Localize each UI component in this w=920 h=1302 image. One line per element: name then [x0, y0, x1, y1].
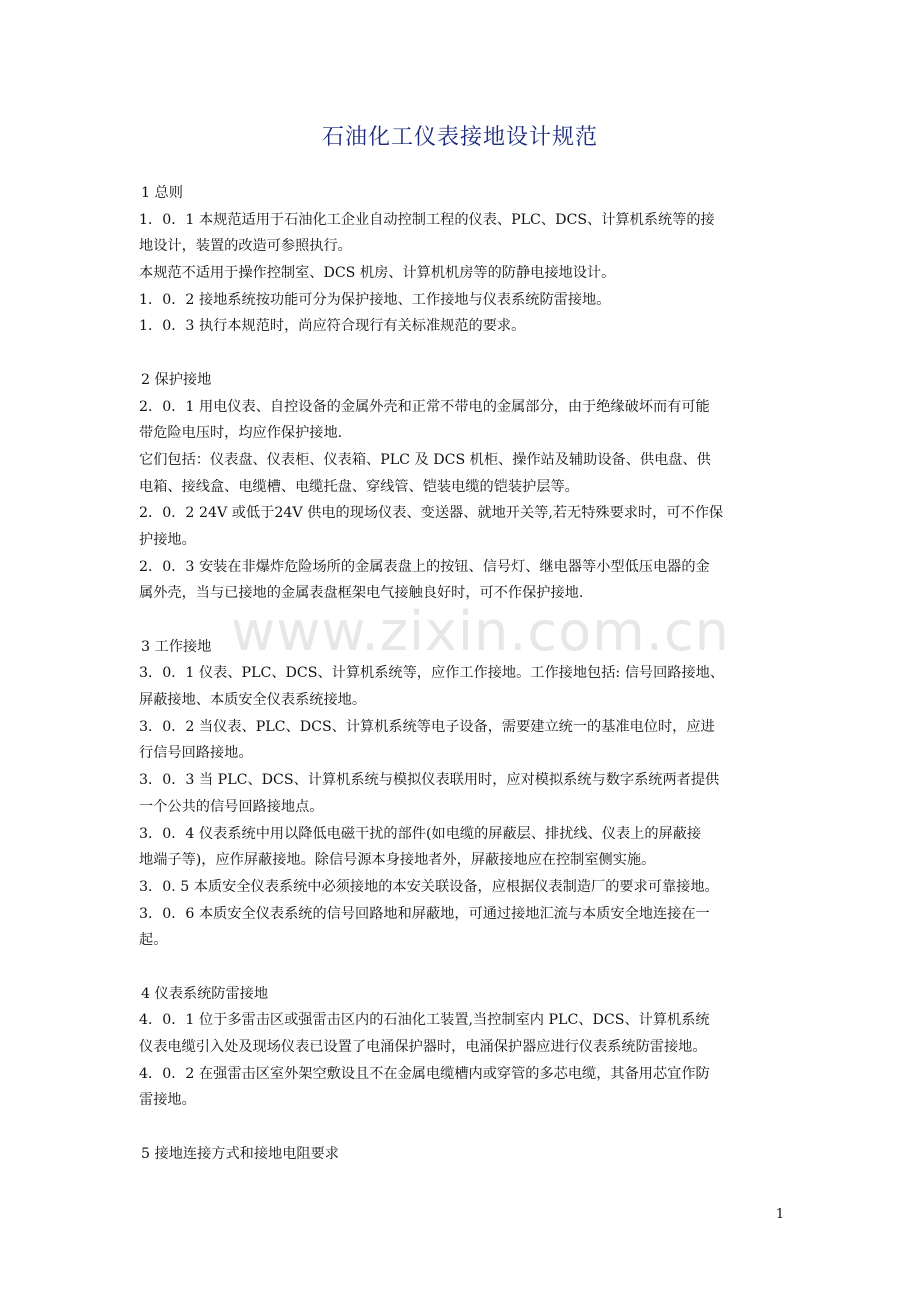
- paragraph-line: 3．0. 5 本质安全仪表系统中必须接地的本安关联设备，应根据仪表制造厂的要求可靠接地。: [139, 878, 719, 895]
- paragraph-line: 4．0．1 位于多雷击区或强雷击区内的石油化工装置,当控制室内 PLC、DCS、计算机系统: [139, 1012, 710, 1029]
- paragraph-line: 雷接地。: [139, 1092, 196, 1109]
- paragraph-line: 起。: [139, 932, 168, 949]
- paragraph-line: 1．0．1 本规范适用于石油化工企业自动控制工程的仪表、PLC、DCS、计算机系统等的接: [139, 211, 715, 228]
- paragraph-line: 地端子等)，应作屏蔽接地。除信号源本身接地者外，屏蔽接地应在控制室侧实施。: [139, 852, 656, 869]
- paragraph-line: 1．0．3 执行本规范时，尚应符合现行有关标准规范的要求。: [139, 318, 526, 335]
- section-heading: 3 工作接地: [141, 638, 212, 655]
- paragraph-line: 3．0．3 当 PLC、DCS、计算机系统与模拟仪表联用时，应对模拟系统与数字系统两者提供: [139, 772, 720, 789]
- paragraph-line: 2．0．1 用电仪表、自控设备的金属外壳和正常不带电的金属部分，由于绝缘破坏而有可能: [139, 398, 710, 415]
- paragraph-line: 4．0．2 在强雷击区室外架空敷设且不在金属电缆槽内或穿管的多芯电缆，其备用芯宜作防: [139, 1065, 710, 1082]
- paragraph-line: 3．0．4 仪表系统中用以降低电磁干扰的部件(如电缆的屏蔽层、排扰线、仪表上的屏蔽接: [139, 825, 702, 842]
- page-number: 1: [775, 1207, 785, 1222]
- paragraph-line: 3．0．1 仪表、PLC、DCS、计算机系统等，应作工作接地。工作接地包括: 信号回路接地、: [139, 665, 725, 682]
- section-gap: [139, 607, 787, 634]
- paragraph-line: 2．0．2 24V 或低于24V 供电的现场仪表、变送器、就地开关等,若无特殊要求时，可不作保: [139, 505, 724, 522]
- paragraph-line: 屏蔽接地、本质安全仪表系统接地。: [139, 692, 367, 709]
- paragraph-line: 一个公共的信号回路接地点。: [139, 798, 324, 815]
- section-gap: [139, 1114, 787, 1141]
- paragraph-line: 属外壳，当与已接地的金属表盘框架电气接触良好时，可不作保护接地.: [139, 585, 584, 602]
- document-title: 石油化工仪表接地设计规范: [321, 125, 598, 150]
- section-heading: 4 仪表系统防雷接地: [141, 985, 269, 1002]
- section-gap: [139, 954, 787, 981]
- paragraph-line: 仪表电缆引入处及现场仪表已设置了电涌保护器时，电涌保护器应进行仪表系统防雷接地。: [139, 1039, 707, 1055]
- section-heading: 5 接地连接方式和接地电阻要求: [141, 1145, 339, 1162]
- paragraph-line: 3．0．6 本质安全仪表系统的信号回路地和屏蔽地，可通过接地汇流与本质安全地连接在一: [139, 905, 710, 922]
- paragraph-line: 护接地。: [139, 531, 196, 548]
- paragraph-line: 地设计，装置的改造可参照执行。: [139, 238, 352, 255]
- paragraph-line: 行信号回路接地。: [139, 745, 253, 762]
- paragraph-line: 3．0．2 当仪表、PLC、DCS、计算机系统等电子设备，需要建立统一的基准电位时，应进: [139, 718, 715, 735]
- paragraph-line: 1．0．2 接地系统按功能可分为保护接地、工作接地与仪表系统防雷接地。: [139, 291, 611, 308]
- section-gap: [139, 340, 787, 367]
- section-heading: 1 总则: [141, 185, 183, 201]
- paragraph-line: 本规范不适用于操作控制室、DCS 机房、计算机机房等的防静电接地设计。: [139, 265, 616, 282]
- document-body: [139, 180, 787, 1167]
- section-heading: 2 保护接地: [141, 371, 212, 388]
- watermark: www.zixin.com.cn: [231, 600, 730, 663]
- paragraph-line: 带危险电压时，均应作保护接地.: [139, 425, 343, 442]
- paragraph-line: 它们包括：仪表盘、仪表柜、仪表箱、PLC 及 DCS 机柜、操作站及辅助设备、供电盘、供: [139, 451, 711, 468]
- paragraph-line: 2．0．3 安装在非爆炸危险场所的金属表盘上的按钮、信号灯、继电器等小型低压电器的金: [139, 558, 710, 575]
- paragraph-line: 电箱、接线盒、电缆槽、电缆托盘、穿线管、铠装电缆的铠装护层等。: [139, 478, 579, 495]
